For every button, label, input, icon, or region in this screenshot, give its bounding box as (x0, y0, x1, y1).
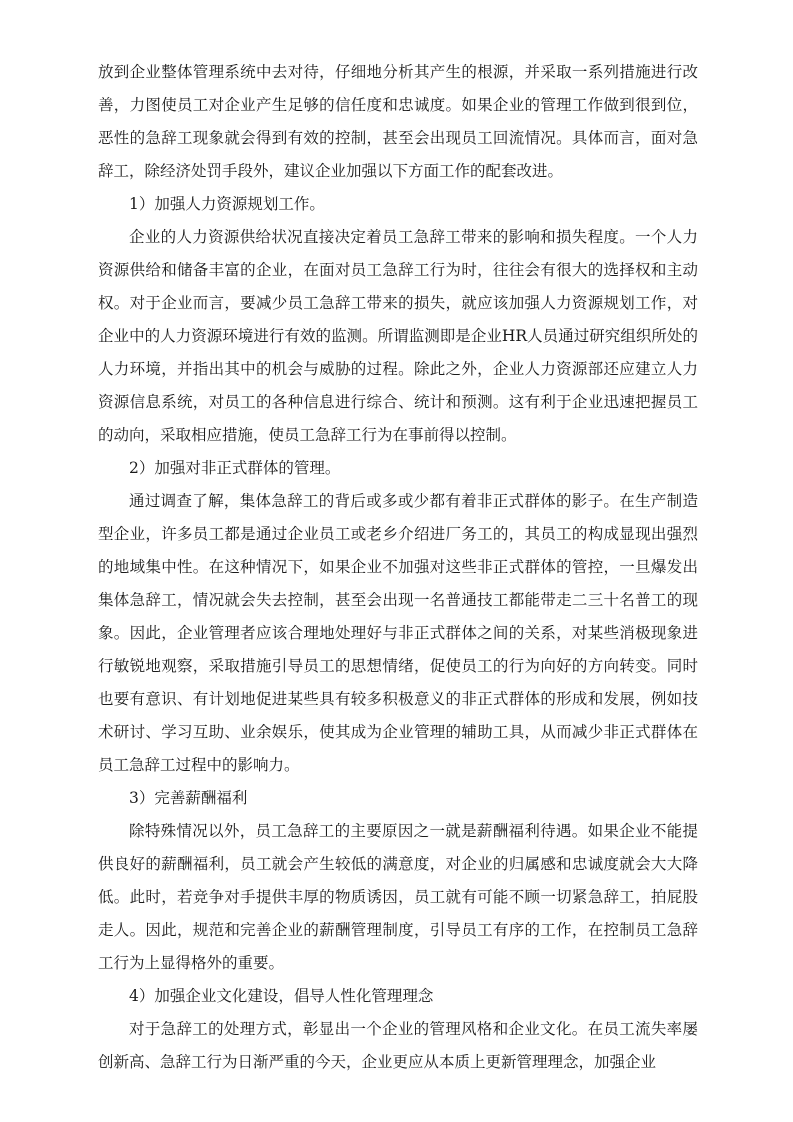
paragraph-culture: 对于急辞工的处理方式，彰显出一个企业的管理风格和企业文化。在员工流失率屡创新高、急辞工行为日渐严重的今天，企业更应从本质上更新管理理念，加强企业 (98, 1020, 698, 1071)
section-heading-2: 2）加强对非正式群体的管理。 (129, 459, 341, 477)
paragraph-informal-groups: 通过调查了解，集体急辞工的背后或多或少都有着非正式群体的影子。在生产制造型企业，许多员工都是通过企业员工或老乡介绍进厂务工的，其员工的构成显现出强烈的地域集中性。在这种情况下，如果企业不加强对这些非正式群体的管控，一旦爆发出集体急辞工，情况就会失去控制，甚至会出现一名普通技工都能带走二三十名普工的现象。因此，企业管理者应该合理地处理好与非正式群体之间的关系，对某些消极现象进行敏锐地观察，采取措施引导员工的思想情绪，促使员工的行为向好的方向转变。同时也要有意识、有计划地促进某些具有较多积极意义的非正式群体的形成和发展，例如技术研讨、学习互助、业余娱乐，使其成为企业管理的辅助工具，从而减少非正式群体在员工急辞工过程中的影响力。 (98, 492, 698, 774)
section-heading-4: 4）加强企业文化建设，倡导人性化管理理念 (129, 987, 434, 1005)
paragraph-intro: 放到企业整体管理系统中去对待，仔细地分析其产生的根源，并采取一系列措施进行改善，力图使员工对企业产生足够的信任度和忠诚度。如果企业的管理工作做到很到位，恶性的急辞工现象就会得到有效的控制，甚至会出现员工回流情况。具体而言，面对急辞工，除经济处罚手段外，建议企业加强以下方面工作的配套改进。 (98, 63, 698, 180)
section-heading-3: 3）完善薪酬福利 (129, 789, 248, 807)
document-page (98, 56, 698, 1079)
section-heading-1: 1）加强人力资源规划工作。 (129, 195, 325, 213)
paragraph-compensation: 除特殊情况以外，员工急辞工的主要原因之一就是薪酬福利待遇。如果企业不能提供良好的薪酬福利，员工就会产生较低的满意度，对企业的归属感和忠诚度就会大大降低。此时，若竞争对手提供丰厚的物质诱因，员工就有可能不顾一切紧急辞工，拍屁股走人。因此，规范和完善企业的薪酬管理制度，引导员工有序的工作，在控制员工急辞工行为上显得格外的重要。 (98, 822, 698, 972)
paragraph-hr-planning: 企业的人力资源供给状况直接决定着员工急辞工带来的影响和损失程度。一个人力资源供给和储备丰富的企业，在面对员工急辞工行为时，往往会有很大的选择权和主动权。对于企业而言，要减少员工急辞工带来的损失，就应该加强人力资源规划工作，对企业中的人力资源环境进行有效的监测。所谓监测即是企业HR人员通过研究组织所处的人力环境，并指出其中的机会与威胁的过程。除此之外，企业人力资源部还应建立人力资源信息系统，对员工的各种信息进行综合、统计和预测。这有利于企业迅速把握员工的动向，采取相应措施，使员工急辞工行为在事前得以控制。 (98, 228, 698, 444)
